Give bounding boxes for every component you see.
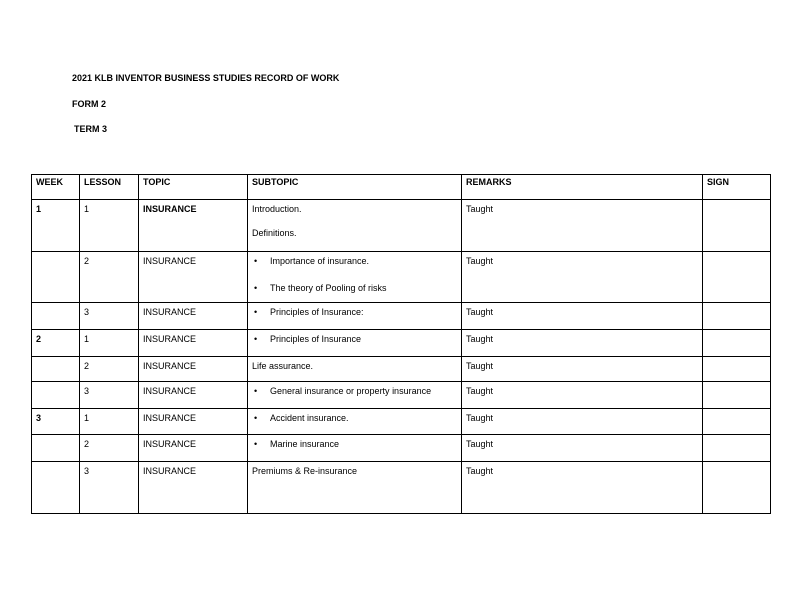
topic-cell-text: INSURANCE <box>143 439 197 449</box>
table-row <box>32 303 771 330</box>
topic-cell <box>139 462 248 514</box>
subtopic-cell <box>248 357 462 382</box>
sign-cell <box>703 303 771 330</box>
lesson-cell <box>80 435 139 462</box>
bullet-icon: • <box>254 413 258 423</box>
table-row <box>32 435 771 462</box>
remarks-cell <box>462 409 703 435</box>
week-cell-text <box>36 359 75 373</box>
subtopic-bullet-text: Principles of Insurance <box>270 334 362 344</box>
sign-cell <box>703 435 771 462</box>
sign-cell-text <box>707 254 766 268</box>
week-cell <box>32 357 80 382</box>
subtopic-cell <box>248 303 462 330</box>
topic-cell-text: INSURANCE <box>143 256 197 266</box>
subtopic-cell <box>248 462 462 514</box>
sign-cell <box>703 200 771 252</box>
topic-cell <box>139 303 248 330</box>
table-header-row <box>32 175 771 200</box>
subtopic-bullet-item <box>252 437 457 451</box>
header-lesson: LESSON <box>80 175 139 200</box>
subtopic-bullet-text: General insurance or property insurance <box>270 386 432 396</box>
topic-cell <box>139 435 248 462</box>
lesson-cell-text: 3 <box>84 386 90 396</box>
table-row <box>32 200 771 252</box>
sign-cell <box>703 330 771 357</box>
header-topic: TOPIC <box>139 175 248 200</box>
subtopic-bullet-item <box>252 384 457 398</box>
week-cell-text: 2 <box>36 334 42 344</box>
topic-cell <box>139 330 248 357</box>
form-label: FORM 2 <box>72 99 107 109</box>
week-cell <box>32 462 80 514</box>
remarks-cell-text: Taught <box>466 439 494 449</box>
subtopic-bullet-text: Principles of Insurance: <box>270 307 364 317</box>
bullet-icon: • <box>254 283 258 293</box>
remarks-cell <box>462 252 703 303</box>
topic-cell <box>139 382 248 409</box>
subtopic-bullet-text: The theory of Pooling of risks <box>270 283 387 293</box>
sign-cell <box>703 462 771 514</box>
lesson-cell-text: 2 <box>84 256 90 266</box>
sign-cell-text <box>707 384 766 398</box>
remarks-cell-text: Taught <box>466 204 494 214</box>
lesson-cell <box>80 357 139 382</box>
remarks-cell <box>462 435 703 462</box>
subtopic-cell <box>248 252 462 303</box>
week-cell <box>32 409 80 435</box>
sign-cell <box>703 357 771 382</box>
table-row <box>32 252 771 303</box>
subtopic-bullet-text: Accident insurance. <box>270 413 349 423</box>
week-cell <box>32 200 80 252</box>
table-row <box>32 409 771 435</box>
topic-cell-text: INSURANCE <box>143 204 197 214</box>
week-cell-text <box>36 254 75 268</box>
topic-cell-text: INSURANCE <box>143 334 197 344</box>
week-cell <box>32 303 80 330</box>
sign-cell <box>703 252 771 303</box>
bullet-icon: • <box>254 307 258 317</box>
week-cell-text <box>36 305 75 319</box>
remarks-cell-text: Taught <box>466 361 494 371</box>
subtopic-bullet-item <box>252 411 457 425</box>
subtopic-bullet-item <box>252 305 457 319</box>
remarks-cell <box>462 330 703 357</box>
subtopic-cell <box>248 409 462 435</box>
subtopic-cell <box>248 382 462 409</box>
lesson-cell-text: 3 <box>84 466 90 476</box>
subtopic-line: Life assurance. <box>252 361 314 371</box>
remarks-cell-text: Taught <box>466 307 494 317</box>
topic-cell-text: INSURANCE <box>143 307 197 317</box>
remarks-cell-text: Taught <box>466 334 494 344</box>
sign-cell-text <box>707 202 766 216</box>
remarks-cell <box>462 382 703 409</box>
record-of-work-table <box>31 174 771 514</box>
term-label: TERM 3 <box>74 124 108 134</box>
bullet-icon: • <box>254 439 258 449</box>
bullet-icon: • <box>254 256 258 266</box>
remarks-cell-text: Taught <box>466 413 494 423</box>
sign-cell-text <box>707 305 766 319</box>
topic-cell <box>139 200 248 252</box>
subtopic-line: Introduction. <box>252 204 302 214</box>
remarks-cell <box>462 462 703 514</box>
lesson-cell <box>80 382 139 409</box>
header-subtopic: SUBTOPIC <box>248 175 462 200</box>
sign-cell-text <box>707 359 766 373</box>
remarks-cell <box>462 303 703 330</box>
table-row <box>32 462 771 514</box>
topic-cell-text: INSURANCE <box>143 386 197 396</box>
sign-cell <box>703 409 771 435</box>
remarks-cell <box>462 200 703 252</box>
sign-cell-text <box>707 411 766 425</box>
topic-cell <box>139 409 248 435</box>
lesson-cell <box>80 200 139 252</box>
lesson-cell <box>80 409 139 435</box>
topic-cell <box>139 252 248 303</box>
lesson-cell-text: 1 <box>84 413 90 423</box>
lesson-cell-text: 2 <box>84 439 90 449</box>
topic-cell-text: INSURANCE <box>143 466 197 476</box>
week-cell <box>32 330 80 357</box>
header-week: WEEK <box>32 175 80 200</box>
subtopic-bullet-text: Marine insurance <box>270 439 340 449</box>
remarks-cell <box>462 357 703 382</box>
subtopic-cell <box>248 200 462 252</box>
lesson-cell-text: 1 <box>84 334 90 344</box>
lesson-cell <box>80 303 139 330</box>
header-sign: SIGN <box>703 175 771 200</box>
header-remarks: REMARKS <box>462 175 703 200</box>
lesson-cell <box>80 462 139 514</box>
subtopic-line: Definitions. <box>252 228 297 238</box>
week-cell-text: 1 <box>36 204 42 214</box>
week-cell-text <box>36 384 75 398</box>
sign-cell-text <box>707 437 766 451</box>
lesson-cell-text: 2 <box>84 361 90 371</box>
week-cell-text <box>36 437 75 451</box>
lesson-cell-text: 3 <box>84 307 90 317</box>
subtopic-bullet-item <box>252 281 457 295</box>
sign-cell <box>703 382 771 409</box>
subtopic-cell <box>248 435 462 462</box>
week-cell-text <box>36 464 75 478</box>
topic-cell-text: INSURANCE <box>143 361 197 371</box>
table-row <box>32 330 771 357</box>
topic-cell <box>139 357 248 382</box>
remarks-cell-text: Taught <box>466 466 494 476</box>
lesson-cell <box>80 330 139 357</box>
bullet-icon: • <box>254 386 258 396</box>
week-cell <box>32 252 80 303</box>
table-row <box>32 357 771 382</box>
subtopic-bullet-item <box>252 332 457 346</box>
sign-cell-text <box>707 464 766 478</box>
sign-cell-text <box>707 332 766 346</box>
subtopic-line: Premiums & Re-insurance <box>252 466 358 476</box>
lesson-cell-text: 1 <box>84 204 90 214</box>
remarks-cell-text: Taught <box>466 256 494 266</box>
week-cell <box>32 382 80 409</box>
lesson-cell <box>80 252 139 303</box>
subtopic-bullet-item <box>252 254 457 268</box>
remarks-cell-text: Taught <box>466 386 494 396</box>
subtopic-cell <box>248 330 462 357</box>
document-title: 2021 KLB INVENTOR BUSINESS STUDIES RECORD OF WORK <box>72 73 340 83</box>
week-cell <box>32 435 80 462</box>
table-body <box>32 200 771 514</box>
topic-cell-text: INSURANCE <box>143 413 197 423</box>
table-row <box>32 382 771 409</box>
bullet-icon: • <box>254 334 258 344</box>
subtopic-bullet-text: Importance of insurance. <box>270 256 370 266</box>
week-cell-text: 3 <box>36 413 42 423</box>
